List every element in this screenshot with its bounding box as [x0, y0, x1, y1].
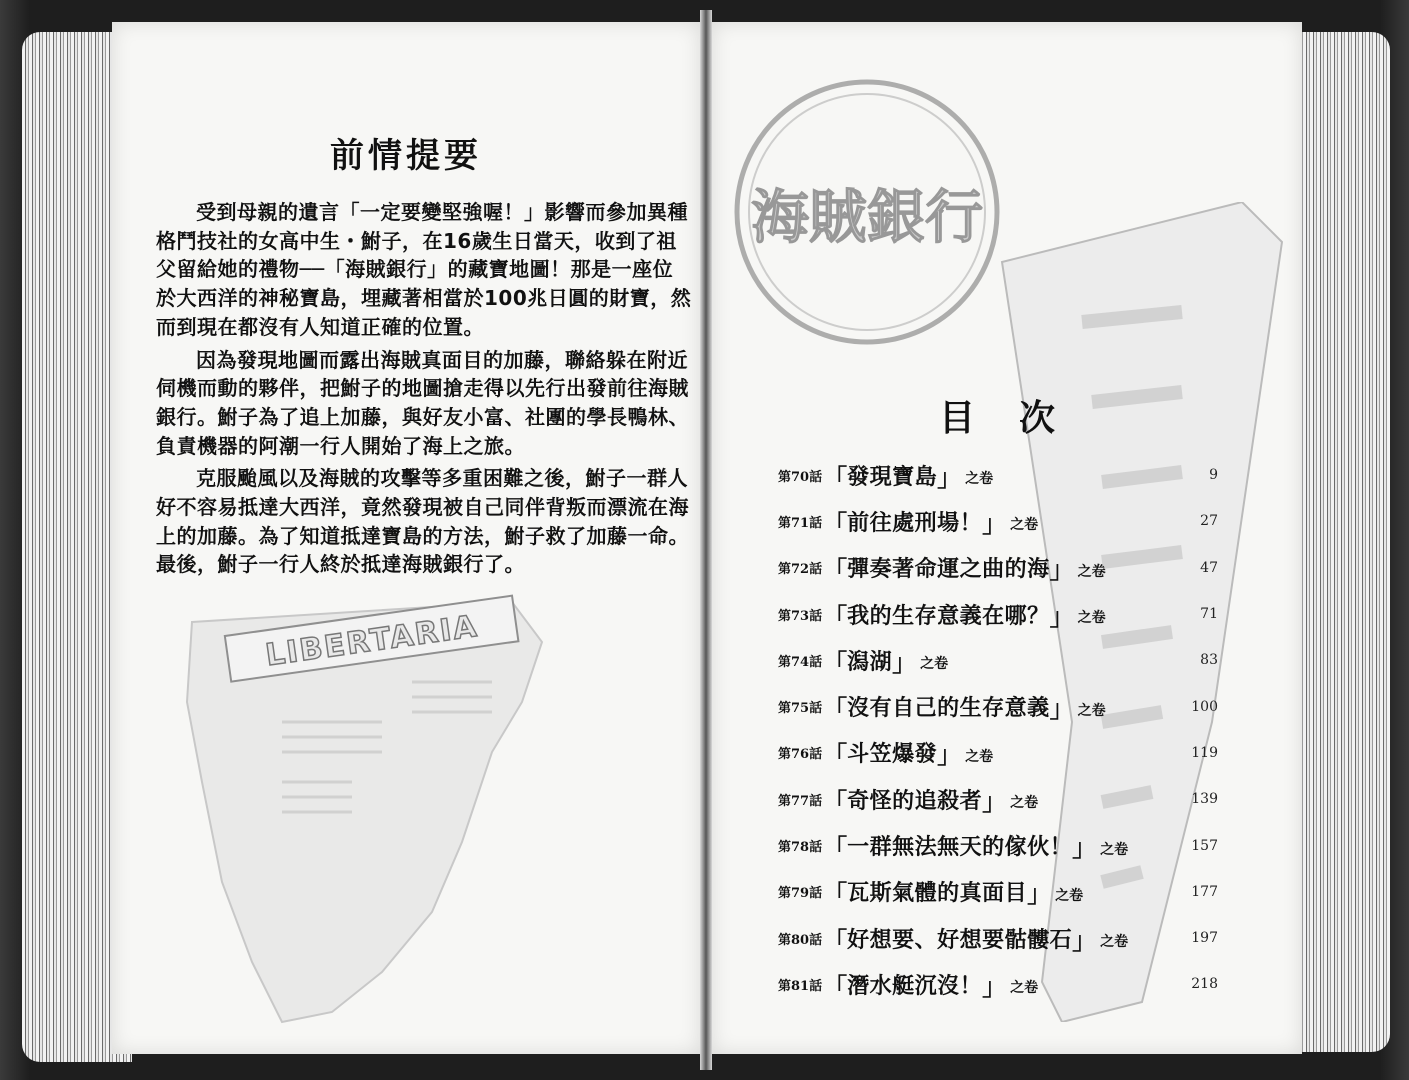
toc-entry [778, 961, 1218, 1007]
toc-chapter-suffix: 之卷 [1077, 702, 1106, 719]
toc-chapter-suffix: 之卷 [1100, 934, 1129, 951]
toc-episode-number: 第71話 [778, 515, 823, 531]
toc-episode-number: 第77話 [778, 793, 823, 809]
toc-entry [778, 776, 1218, 822]
toc-chapter-suffix: 之卷 [965, 748, 994, 765]
toc-page-number: 100 [1191, 698, 1218, 715]
toc-close-quote: 」 [1049, 602, 1074, 631]
left-page [112, 22, 700, 1054]
toc-episode-number: 第74話 [778, 654, 823, 670]
libertaria-map-illustration [132, 582, 592, 1042]
toc-chapter-suffix: 之卷 [920, 656, 949, 673]
toc-close-quote: 」 [892, 648, 917, 677]
toc-open-quote: 「 [823, 463, 848, 492]
toc-episode-number: 第72話 [778, 562, 823, 578]
toc-close-quote: 」 [1049, 556, 1074, 585]
toc-open-quote: 「 [823, 648, 848, 677]
book-gutter [700, 10, 712, 1070]
toc-episode-number: 第73話 [778, 608, 823, 624]
toc-open-quote: 「 [823, 556, 848, 585]
toc-page-number: 218 [1191, 976, 1218, 993]
toc-chapter-title: 我的生存意義在哪？ [847, 603, 1050, 629]
toc-open-quote: 「 [823, 509, 848, 538]
toc-entry [778, 869, 1218, 915]
toc-chapter-title: 彈奏著命運之曲的海 [847, 557, 1050, 583]
toc-close-quote: 」 [1072, 834, 1097, 863]
summary-paragraph: 克服颱風以及海賊的攻擊等多重困難之後，鮒子一群人好不容易抵達大西洋，竟然發現被自己同伴背叛而漂流在海上的加藤。為了知道抵達寶島的方法，鮒子救了加藤一命。最後，鮒子一行人終於抵達海賊銀行了。 [156, 466, 689, 577]
toc-episode-number: 第76話 [778, 747, 823, 763]
toc-open-quote: 「 [823, 787, 848, 816]
toc-chapter-suffix: 之卷 [1010, 980, 1039, 997]
toc-chapter-suffix: 之卷 [1077, 563, 1106, 580]
toc-close-quote: 」 [982, 787, 1007, 816]
toc-close-quote: 」 [1072, 926, 1097, 955]
toc-title: 目次 [938, 398, 1099, 439]
toc-close-quote: 」 [937, 741, 962, 770]
toc-episode-number: 第78話 [778, 840, 823, 856]
toc-chapter-title: 沒有自己的生存意義 [847, 696, 1050, 722]
toc-chapter-suffix: 之卷 [1100, 841, 1129, 858]
right-page [712, 22, 1302, 1054]
toc-page-number: 71 [1200, 606, 1218, 623]
toc-chapter-title: 奇怪的追殺者 [847, 788, 983, 814]
toc-page-number: 119 [1191, 744, 1218, 761]
toc-open-quote: 「 [823, 741, 848, 770]
toc-episode-number: 第75話 [778, 701, 823, 717]
toc-close-quote: 」 [982, 972, 1007, 1001]
toc-entry [778, 452, 1218, 498]
summary-title: 前情提要 [330, 136, 482, 176]
toc-page-number: 157 [1191, 837, 1218, 854]
toc-chapter-suffix: 之卷 [965, 471, 994, 488]
toc-chapter-suffix: 之卷 [1010, 795, 1039, 812]
toc-chapter-title: 潟湖 [847, 649, 893, 675]
toc-chapter-title: 好想要、好想要骷髏石 [847, 927, 1073, 953]
libertaria-banner-text: LIBERTARIA [263, 608, 481, 674]
toc-open-quote: 「 [823, 695, 848, 724]
toc-entry [778, 637, 1218, 683]
toc-page-number: 47 [1200, 559, 1218, 576]
toc-entry [778, 822, 1218, 868]
toc-close-quote: 」 [1049, 695, 1074, 724]
toc-entry [778, 730, 1218, 776]
toc-page-number: 139 [1191, 791, 1218, 808]
toc-episode-number: 第80話 [778, 932, 823, 948]
toc-chapter-suffix: 之卷 [1055, 887, 1084, 904]
toc-entry [778, 683, 1218, 729]
summary-paragraph: 因為發現地圖而露出海賊真面目的加藤，聯絡躲在附近伺機而動的夥伴，把鮒子的地圖搶走得以先行出發前往海賊銀行。鮒子為了追上加藤，與好友小富、社團的學長鴨林、負責機器的阿潮一行人開始了海上之旅。 [156, 347, 689, 458]
toc-open-quote: 「 [823, 972, 848, 1001]
toc-episode-number: 第70話 [778, 469, 823, 485]
toc-close-quote: 」 [1027, 880, 1052, 909]
toc-chapter-title: 發現寶島 [847, 464, 938, 490]
toc-open-quote: 「 [823, 602, 848, 631]
toc-page-number: 177 [1191, 883, 1218, 900]
toc-close-quote: 」 [937, 463, 962, 492]
toc-open-quote: 「 [823, 880, 848, 909]
toc-entry [778, 915, 1218, 961]
toc-entry [778, 545, 1218, 591]
toc-entry [778, 591, 1218, 637]
toc-page-number: 27 [1200, 513, 1218, 530]
toc-page-number: 197 [1191, 930, 1218, 947]
toc-open-quote: 「 [823, 926, 848, 955]
stamp-text: 海賊銀行 [750, 183, 984, 251]
toc-chapter-title: 斗笠爆發 [847, 742, 938, 768]
toc-episode-number: 第81話 [778, 978, 823, 994]
toc-entry [778, 498, 1218, 544]
toc-episode-number: 第79話 [778, 886, 823, 902]
toc-chapter-title: 前往處刑場！ [847, 510, 983, 536]
toc-list [778, 452, 1218, 1008]
summary-paragraph: 受到母親的遺言「一定要變堅強喔！」影響而參加異種格鬥技社的女高中生・鮒子，在16歲生日當天，收到了祖父留給她的禮物──「海賊銀行」的藏寶地圖！那是一座位於大西洋的神秘寶島，埋藏著相當於100兆日圓的財寶，然而到現在都沒有人知道正確的位置。 [156, 200, 692, 339]
toc-chapter-suffix: 之卷 [1077, 610, 1106, 627]
toc-page-number: 9 [1209, 467, 1218, 484]
toc-chapter-suffix: 之卷 [1010, 517, 1039, 534]
summary-body [156, 198, 692, 583]
toc-page-number: 83 [1200, 652, 1218, 669]
toc-chapter-title: 一群無法無天的傢伙！ [847, 835, 1073, 861]
toc-chapter-title: 瓦斯氣體的真面目 [847, 881, 1028, 907]
toc-close-quote: 」 [982, 509, 1007, 538]
toc-open-quote: 「 [823, 834, 848, 863]
toc-chapter-title: 潛水艇沉沒！ [847, 973, 983, 999]
